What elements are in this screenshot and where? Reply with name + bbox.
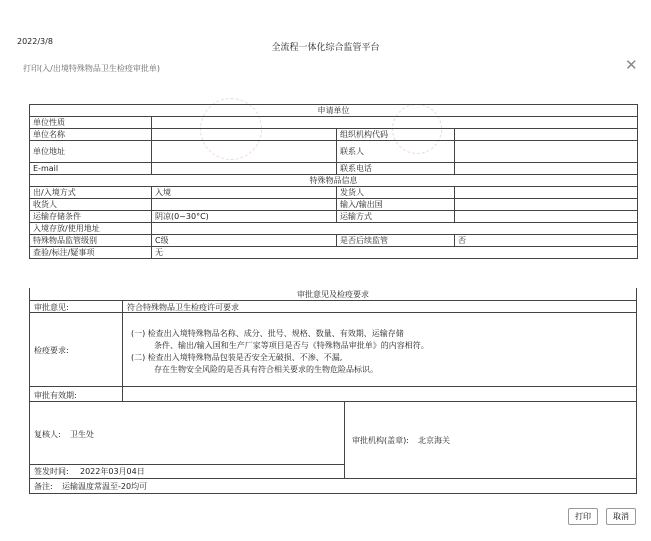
inspection-notes-value: 无 bbox=[152, 247, 638, 259]
section-title-approval: 审批意见及检疫要求 bbox=[297, 290, 369, 299]
reviewer-value: 卫生处 bbox=[70, 430, 94, 439]
email-value bbox=[152, 163, 337, 175]
sender-label: 发货人 bbox=[337, 187, 455, 199]
unit-nature-label: 单位性质 bbox=[30, 117, 152, 129]
transport-label: 运输方式 bbox=[337, 211, 455, 223]
approval-section bbox=[29, 288, 637, 494]
reviewer-label: 复核人: bbox=[34, 430, 61, 439]
inspection-notes-label: 查验/标注/疑事项 bbox=[30, 247, 152, 259]
risk-level-value: C级 bbox=[152, 235, 337, 247]
unit-address-value bbox=[152, 141, 337, 163]
port-label: 输入/输出国 bbox=[337, 199, 455, 211]
requirement-1-line-1: (一) 检查出入境特殊物品名称、成分、批号、规格、数量、有效期、运输存储 bbox=[131, 329, 404, 338]
unit-name-label: 单位名称 bbox=[30, 129, 152, 141]
cancel-button[interactable]: 取消 bbox=[606, 508, 636, 525]
dialog-title: 打印(入/出境特殊物品卫生检疫审批单) bbox=[23, 64, 160, 73]
org-code-label: 组织机构代码 bbox=[337, 129, 455, 141]
requirements-label: 检疫要求: bbox=[34, 346, 69, 355]
requirement-2-line-1: (二) 检查出入境特殊物品包装是否安全无破损、不渗、不漏, bbox=[131, 353, 343, 362]
contact-phone-value bbox=[455, 163, 638, 175]
opinion-value: 符合特殊物品卫生检疫许可要求 bbox=[127, 303, 239, 312]
print-button[interactable]: 打印 bbox=[568, 508, 598, 525]
contact-person-value bbox=[455, 141, 638, 163]
email-label: E-mail bbox=[30, 163, 152, 175]
storage-label: 运输存储条件 bbox=[30, 211, 152, 223]
port-value bbox=[455, 199, 638, 211]
sender-value bbox=[455, 187, 638, 199]
unit-nature-value bbox=[152, 117, 638, 129]
transport-value bbox=[455, 211, 638, 223]
section-title-goods: 特殊物品信息 bbox=[30, 175, 638, 187]
risk-level-label: 特殊物品监管级别 bbox=[30, 235, 152, 247]
post-supervision-value: 否 bbox=[455, 235, 638, 247]
requirement-1-line-2: 条件、输出/输入国和生产厂家等项目是否与《特殊物品审批单》的内容相符。 bbox=[154, 341, 429, 350]
contact-person-label: 联系人 bbox=[337, 141, 455, 163]
print-date: 2022/3/8 bbox=[17, 37, 53, 46]
storage-address-label: 入境存放/使用地址 bbox=[30, 223, 152, 235]
opinion-label: 审批意见: bbox=[34, 303, 69, 312]
unit-name-value bbox=[152, 129, 337, 141]
top-bar bbox=[0, 0, 651, 60]
receiver-label: 收货人 bbox=[30, 199, 152, 211]
authority-label: 审批机构(盖章): bbox=[352, 436, 409, 445]
receiver-value bbox=[152, 199, 337, 211]
storage-value: 阴凉(0~30°C) bbox=[152, 211, 337, 223]
app-title: 全流程一体化综合监管平台 bbox=[271, 43, 380, 53]
contact-phone-label: 联系电话 bbox=[337, 163, 455, 175]
issue-date-label: 签发时间: bbox=[34, 467, 69, 476]
requirement-2-line-2: 存在生物安全风险的是否具有符合相关要求的生物危险品标识。 bbox=[154, 365, 378, 374]
remark-value: 运输温度常温至-20均可 bbox=[62, 482, 148, 491]
authority-value: 北京海关 bbox=[418, 436, 450, 445]
remark-label: 备注: bbox=[34, 482, 53, 491]
unit-address-label: 单位地址 bbox=[30, 141, 152, 163]
issue-date-value: 2022年03月04日 bbox=[80, 467, 145, 476]
in-out-mode-value: 入境 bbox=[152, 187, 337, 199]
close-icon[interactable]: ✕ bbox=[625, 56, 638, 74]
in-out-mode-label: 出/入境方式 bbox=[30, 187, 152, 199]
org-code-value bbox=[455, 129, 638, 141]
section-title-applicant: 申请单位 bbox=[30, 105, 638, 117]
approval-form-table bbox=[29, 104, 638, 259]
post-supervision-label: 是否后续监管 bbox=[337, 235, 455, 247]
validity-label: 审批有效期: bbox=[34, 391, 77, 400]
storage-address-value bbox=[152, 223, 638, 235]
